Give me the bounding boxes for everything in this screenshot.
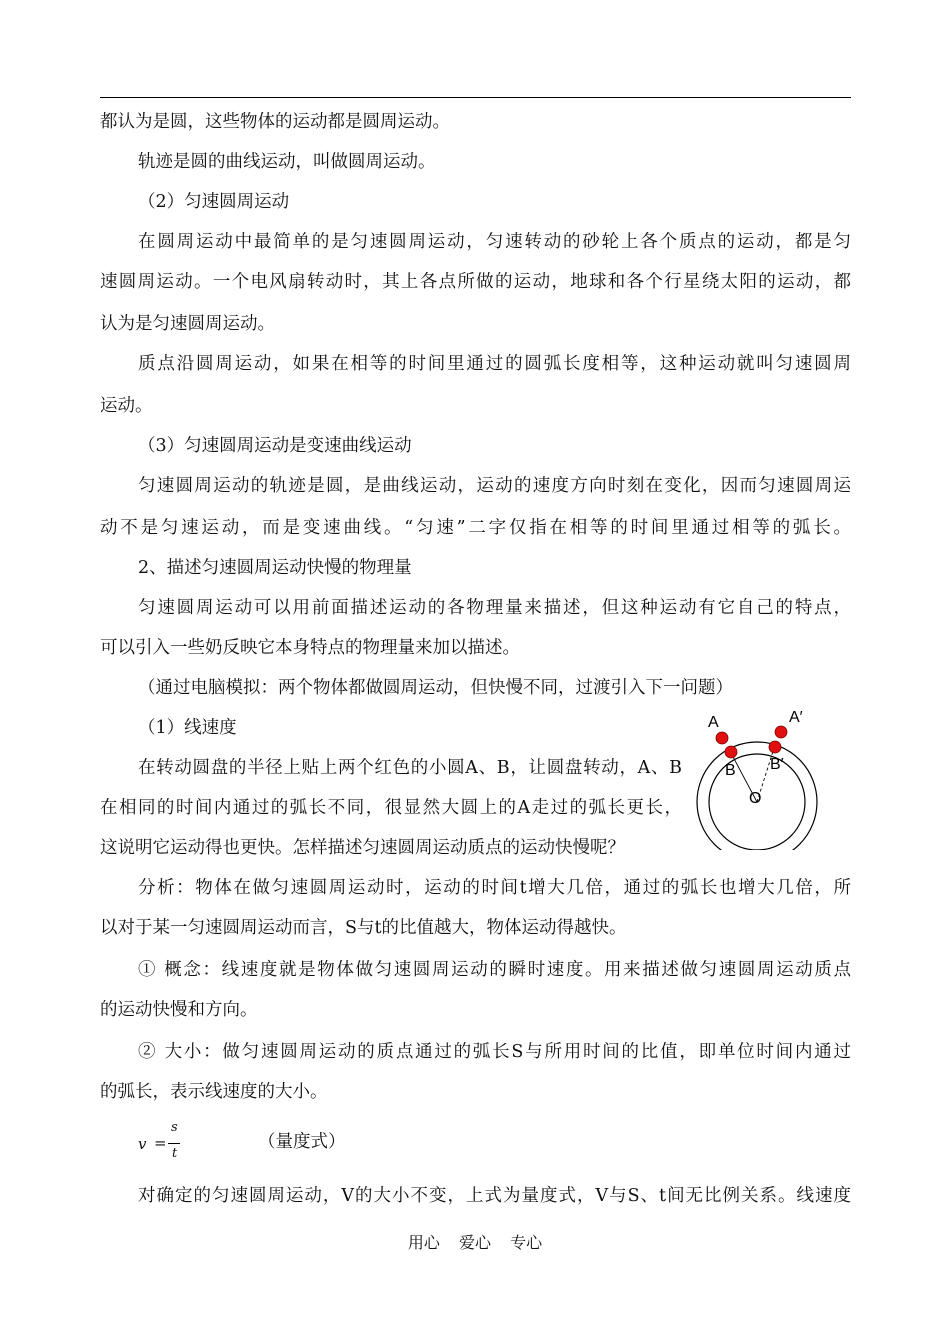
label-b-prime: B′ — [770, 756, 784, 773]
paragraph-line: 的运动快慢和方向。 — [100, 1000, 258, 1020]
label-b: B — [725, 762, 736, 779]
section-heading: 2、描述匀速圆周运动快慢的物理量 — [138, 558, 412, 578]
paragraph-line: （通过电脑模拟：两个物体都做圆周运动，但快慢不同，过渡引入下一问题） — [138, 678, 733, 698]
paragraph-line: 匀速圆周运动的轨迹是圆，是曲线运动，运动的速度方向时刻在变化，因而匀速圆周运 — [138, 476, 851, 496]
paragraph-line: 轨迹是圆的曲线运动，叫做圆周运动。 — [138, 152, 436, 172]
formula-label: （量度式） — [258, 1132, 346, 1152]
point-a-prime-dot — [775, 726, 787, 738]
formula-denominator: t — [172, 1146, 178, 1161]
velocity-formula — [138, 1122, 198, 1172]
paragraph-line: 在转动圆盘的半径上贴上两个红色的小圆A、B，让圆盘转动，A、B — [138, 758, 682, 778]
paragraph-line: ② 大小：做匀速圆周运动的质点通过的弧长S与所用时间的比值，即单位时间内通过 — [138, 1042, 851, 1062]
point-b-prime-dot — [769, 741, 781, 753]
formula-lhs: v — [138, 1135, 147, 1153]
formula-equals: = — [154, 1134, 167, 1152]
header-rule — [100, 97, 851, 98]
section-heading: （3）匀速圆周运动是变速曲线运动 — [138, 436, 412, 456]
paragraph-line: 可以引入一些奶反映它本身特点的物理量来加以描述。 — [100, 638, 520, 658]
paragraph-line: 匀速圆周运动可以用前面描述运动的各物理量来描述，但这种运动有它自己的特点， — [138, 598, 851, 618]
paragraph-line: ① 概念：线速度就是物体做匀速圆周运动的瞬时速度。用来描述做匀速圆周运动质点 — [138, 960, 851, 980]
paragraph-line: 以对于某一匀速圆周运动而言，S与t的比值越大，物体运动得越快。 — [100, 918, 627, 938]
paragraph-line: 在圆周运动中最简单的是匀速圆周运动，匀速转动的砂轮上各个质点的运动，都是匀 — [138, 232, 851, 252]
label-a: A — [708, 714, 719, 731]
label-o: O — [749, 790, 762, 807]
formula-numerator: s — [171, 1120, 178, 1135]
paragraph-line: 质点沿圆周运动，如果在相等的时间里通过的圆弧长度相等，这种运动就叫匀速圆周 — [138, 354, 851, 374]
paragraph-line: 分析：物体在做匀速圆周运动时，运动的时间t增大几倍，通过的弧长也增大几倍，所 — [138, 878, 851, 898]
paragraph-line: 的弧长，表示线速度的大小。 — [100, 1082, 328, 1102]
section-heading: （2）匀速圆周运动 — [138, 192, 290, 212]
paragraph-line: 在相同的时间内通过的弧长不同，很显然大圆上的A走过的弧长更长， — [100, 798, 682, 818]
fraction-bar — [168, 1143, 180, 1144]
paragraph-line: 认为是匀速圆周运动。 — [100, 314, 275, 334]
page-footer: 用心 爱心 专心 — [407, 1233, 543, 1252]
paragraph-line: 这说明它运动得也更快。怎样描述匀速圆周运动质点的运动快慢呢？ — [100, 838, 625, 858]
paragraph-line: 运动。 — [100, 396, 153, 416]
point-b-dot — [725, 746, 737, 758]
paragraph-line: 对确定的匀速圆周运动，V的大小不变，上式为量度式，V与S、t间无比例关系。线速度 — [138, 1186, 851, 1206]
point-a-dot — [716, 732, 728, 744]
paragraph-line: 都认为是圆，这些物体的运动都是圆周运动。 — [100, 112, 450, 132]
paragraph-line: 速圆周运动。一个电风扇转动时，其上各点所做的运动，地球和各个行星绕太阳的运动，都 — [100, 272, 851, 292]
paragraph-line: 动不是匀速运动，而是变速曲线。“匀速”二字仅指在相等的时间里通过相等的弧长。 — [100, 518, 851, 538]
rotating-disc-diagram — [695, 705, 835, 850]
label-a-prime: A′ — [789, 709, 803, 726]
section-heading: （1）线速度 — [138, 718, 237, 738]
